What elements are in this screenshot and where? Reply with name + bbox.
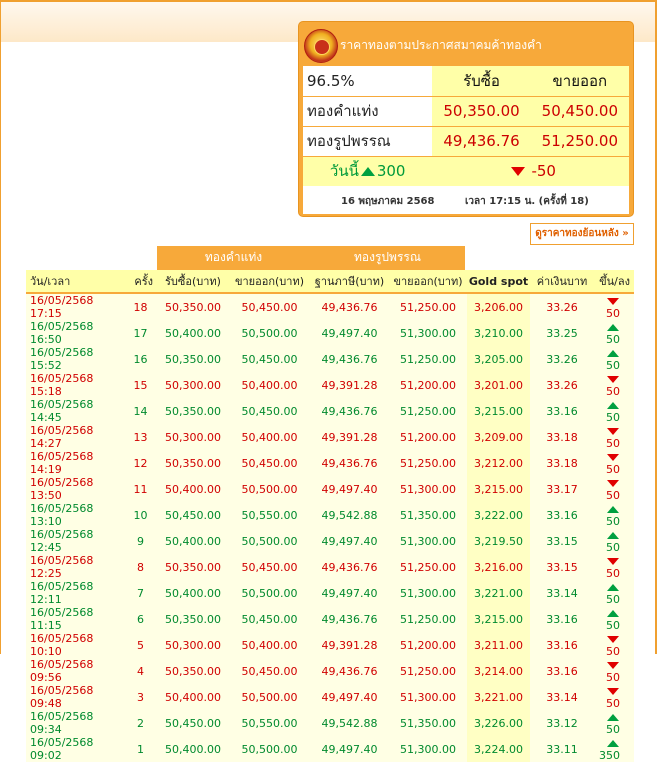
cell-date-time: 16/05/2568 12:11 (26, 580, 124, 606)
arrow-up-icon (361, 167, 375, 176)
change-value: 50 (606, 593, 620, 606)
arrow-down-icon (511, 167, 525, 176)
cell-thb-rate: 33.16 (530, 398, 594, 424)
header-ornament-sell: ขายออก(บาท) (389, 270, 467, 293)
cell-ornament-sell: 51,350.00 (389, 502, 467, 528)
price-box-header (299, 22, 633, 66)
cell-round: 8 (124, 554, 157, 580)
cell-change (594, 580, 634, 606)
cell-date-time: 16/05/2568 13:10 (26, 502, 124, 528)
cell-round: 2 (124, 710, 157, 736)
cell-bar-buy: 50,400.00 (157, 320, 229, 346)
cell-round: 5 (124, 632, 157, 658)
cell-ornament-sell: 51,200.00 (389, 372, 467, 398)
cell-ornament-sell: 51,300.00 (389, 684, 467, 710)
cell-ornament-sell: 51,300.00 (389, 476, 467, 502)
cell-bar-sell: 50,450.00 (229, 293, 310, 320)
purity-label: 96.5% (303, 66, 432, 96)
bar-gold-buy: 50,350.00 (432, 96, 530, 126)
cell-gold-spot: 3,214.00 (467, 658, 530, 684)
cell-round: 1 (124, 736, 157, 762)
cell-bar-buy: 50,350.00 (157, 293, 229, 320)
cell-round: 16 (124, 346, 157, 372)
bar-gold-sell: 50,450.00 (531, 96, 629, 126)
cell-gold-spot: 3,222.00 (467, 502, 530, 528)
cell-bar-buy: 50,350.00 (157, 554, 229, 580)
cell-ornament-sell: 51,250.00 (389, 554, 467, 580)
cell-change (594, 424, 634, 450)
change-value: 50 (606, 567, 620, 580)
header-bar-sell: ขายออก(บาท) (229, 270, 310, 293)
change-value: 50 (606, 541, 620, 554)
cell-date-time: 16/05/2568 17:15 (26, 293, 124, 320)
arrow-down-icon (607, 480, 619, 487)
cell-round: 7 (124, 580, 157, 606)
gold-association-logo-icon (304, 29, 338, 63)
cell-bar-sell: 50,450.00 (229, 658, 310, 684)
cell-ornament-sell: 51,300.00 (389, 320, 467, 346)
ornament-gold-buy: 49,436.76 (432, 126, 530, 156)
cell-change (594, 502, 634, 528)
change-value: 50 (606, 333, 620, 346)
cell-bar-sell: 50,400.00 (229, 372, 310, 398)
arrow-up-icon (607, 506, 619, 513)
cell-round: 13 (124, 424, 157, 450)
cell-ornament-sell: 51,350.00 (389, 710, 467, 736)
cell-thb-rate: 33.12 (530, 710, 594, 736)
ornament-gold-label: ทองรูปพรรณ (303, 126, 432, 156)
arrow-up-icon (607, 324, 619, 331)
arrow-down-icon (607, 376, 619, 383)
bar-gold-label: ทองคำแท่ง (303, 96, 432, 126)
cell-bar-buy: 50,400.00 (157, 736, 229, 762)
cell-gold-spot: 3,209.00 (467, 424, 530, 450)
change-value: 50 (606, 619, 620, 632)
ornament-gold-sell: 51,250.00 (531, 126, 629, 156)
cell-date-time: 16/05/2568 15:52 (26, 346, 124, 372)
arrow-down-icon (607, 636, 619, 643)
cell-ornament-sell: 51,300.00 (389, 736, 467, 762)
cell-bar-buy: 50,300.00 (157, 632, 229, 658)
change-value: 50 (606, 463, 620, 476)
cell-ornament-sell: 51,250.00 (389, 658, 467, 684)
cell-ornament-sell: 51,250.00 (389, 346, 467, 372)
history-button[interactable]: ดูราคาทองย้อนหลัง » (530, 223, 634, 245)
cell-bar-buy: 50,450.00 (157, 502, 229, 528)
cell-gold-spot: 3,206.00 (467, 293, 530, 320)
announce-time: เวลา 17:15 น. (ครั้งที่ 18) (465, 196, 589, 207)
price-box-footer (303, 186, 629, 214)
cell-bar-sell: 50,450.00 (229, 346, 310, 372)
cell-ornament-tax-base: 49,497.40 (310, 580, 389, 606)
cell-bar-buy: 50,400.00 (157, 684, 229, 710)
cell-gold-spot: 3,224.00 (467, 736, 530, 762)
arrow-down-icon (607, 688, 619, 695)
change-value: 50 (606, 385, 620, 398)
cell-date-time: 16/05/2568 14:45 (26, 398, 124, 424)
group-header-bar-gold: ทองคำแท่ง (157, 246, 310, 270)
change-value: 50 (606, 359, 620, 372)
table-row (26, 424, 634, 450)
table-row (26, 632, 634, 658)
arrow-down-icon (607, 428, 619, 435)
cell-date-time: 16/05/2568 12:25 (26, 554, 124, 580)
cell-date-time: 16/05/2568 09:02 (26, 736, 124, 762)
cell-bar-sell: 50,450.00 (229, 450, 310, 476)
table-header-row (26, 270, 634, 293)
cell-change (594, 606, 634, 632)
cell-ornament-tax-base: 49,391.28 (310, 372, 389, 398)
table-row (26, 684, 634, 710)
cell-thb-rate: 33.16 (530, 502, 594, 528)
cell-round: 17 (124, 320, 157, 346)
cell-ornament-sell: 51,200.00 (389, 424, 467, 450)
cell-bar-sell: 50,400.00 (229, 424, 310, 450)
arrow-up-icon (607, 740, 619, 747)
cell-ornament-sell: 51,250.00 (389, 606, 467, 632)
cell-bar-buy: 50,400.00 (157, 580, 229, 606)
change-value: 50 (606, 307, 620, 320)
cell-bar-sell: 50,500.00 (229, 580, 310, 606)
cell-change (594, 476, 634, 502)
table-row (26, 398, 634, 424)
cell-bar-buy: 50,350.00 (157, 450, 229, 476)
cell-gold-spot: 3,201.00 (467, 372, 530, 398)
cell-ornament-tax-base: 49,436.76 (310, 554, 389, 580)
cell-date-time: 16/05/2568 09:56 (26, 658, 124, 684)
cell-bar-buy: 50,350.00 (157, 606, 229, 632)
cell-gold-spot: 3,215.00 (467, 606, 530, 632)
current-price-box (298, 21, 634, 217)
cell-bar-buy: 50,300.00 (157, 372, 229, 398)
cell-ornament-tax-base: 49,391.28 (310, 632, 389, 658)
cell-thb-rate: 33.18 (530, 424, 594, 450)
cell-gold-spot: 3,212.00 (467, 450, 530, 476)
group-header-ornament-gold: ทองรูปพรรณ (310, 246, 465, 270)
cell-date-time: 16/05/2568 12:45 (26, 528, 124, 554)
cell-bar-buy: 50,400.00 (157, 476, 229, 502)
arrow-up-icon (607, 402, 619, 409)
cell-ornament-tax-base: 49,497.40 (310, 684, 389, 710)
cell-thb-rate: 33.14 (530, 684, 594, 710)
cell-ornament-tax-base: 49,497.40 (310, 320, 389, 346)
cell-ornament-tax-base: 49,542.88 (310, 710, 389, 736)
cell-gold-spot: 3,205.00 (467, 346, 530, 372)
change-value: 350 (599, 749, 620, 762)
table-row (26, 450, 634, 476)
cell-gold-spot: 3,211.00 (467, 632, 530, 658)
cell-bar-sell: 50,450.00 (229, 606, 310, 632)
arrow-down-icon (607, 454, 619, 461)
cell-ornament-tax-base: 49,436.76 (310, 450, 389, 476)
cell-gold-spot: 3,219.50 (467, 528, 530, 554)
cell-ornament-tax-base: 49,436.76 (310, 398, 389, 424)
table-row (26, 528, 634, 554)
cell-bar-buy: 50,400.00 (157, 528, 229, 554)
cell-thb-rate: 33.25 (530, 320, 594, 346)
cell-ornament-sell: 51,250.00 (389, 450, 467, 476)
arrow-up-icon (607, 610, 619, 617)
cell-change (594, 320, 634, 346)
cell-ornament-tax-base: 49,542.88 (310, 502, 389, 528)
change-value: 50 (606, 671, 620, 684)
change-value: 50 (606, 437, 620, 450)
table-row (26, 293, 634, 320)
cell-round: 11 (124, 476, 157, 502)
cell-round: 14 (124, 398, 157, 424)
cell-ornament-tax-base: 49,436.76 (310, 658, 389, 684)
header-bar-buy: รับซื้อ(บาท) (157, 270, 229, 293)
cell-ornament-sell: 51,300.00 (389, 580, 467, 606)
cell-gold-spot: 3,216.00 (467, 554, 530, 580)
cell-bar-buy: 50,350.00 (157, 658, 229, 684)
cell-ornament-tax-base: 49,391.28 (310, 424, 389, 450)
cell-thb-rate: 33.14 (530, 580, 594, 606)
cell-change (594, 450, 634, 476)
today-change (303, 156, 432, 186)
cell-date-time: 16/05/2568 09:34 (26, 710, 124, 736)
cell-change (594, 554, 634, 580)
cell-ornament-tax-base: 49,436.76 (310, 293, 389, 320)
today-label: วันนี้ (329, 162, 359, 180)
header-thb-rate: ค่าเงินบาท (530, 270, 594, 293)
table-row (26, 736, 634, 762)
sell-header: ขายออก (531, 66, 629, 96)
cell-date-time: 16/05/2568 10:10 (26, 632, 124, 658)
cell-round: 9 (124, 528, 157, 554)
cell-thb-rate: 33.17 (530, 476, 594, 502)
cell-change (594, 398, 634, 424)
change-value: 50 (606, 489, 620, 502)
cell-bar-sell: 50,450.00 (229, 398, 310, 424)
arrow-up-icon (607, 584, 619, 591)
table-row (26, 476, 634, 502)
cell-ornament-sell: 51,300.00 (389, 528, 467, 554)
cell-bar-sell: 50,500.00 (229, 320, 310, 346)
cell-bar-sell: 50,500.00 (229, 736, 310, 762)
cell-date-time: 16/05/2568 13:50 (26, 476, 124, 502)
table-row (26, 502, 634, 528)
header-gold-spot: Gold spot (467, 270, 530, 293)
cell-change (594, 658, 634, 684)
cell-change (594, 684, 634, 710)
cell-bar-sell: 50,550.00 (229, 710, 310, 736)
header-date-time: วัน/เวลา (26, 270, 124, 293)
last-change-value: -50 (531, 162, 556, 180)
arrow-down-icon (607, 662, 619, 669)
cell-gold-spot: 3,221.00 (467, 580, 530, 606)
cell-bar-buy: 50,350.00 (157, 346, 229, 372)
cell-bar-sell: 50,500.00 (229, 528, 310, 554)
last-change (432, 156, 629, 186)
change-value: 50 (606, 645, 620, 658)
cell-round: 6 (124, 606, 157, 632)
cell-change (594, 736, 634, 762)
table-row (26, 372, 634, 398)
cell-date-time: 16/05/2568 15:18 (26, 372, 124, 398)
arrow-down-icon (607, 558, 619, 565)
cell-round: 12 (124, 450, 157, 476)
cell-thb-rate: 33.15 (530, 554, 594, 580)
table-row (26, 554, 634, 580)
cell-date-time: 16/05/2568 14:19 (26, 450, 124, 476)
change-value: 50 (606, 723, 620, 736)
cell-thb-rate: 33.11 (530, 736, 594, 762)
table-row (26, 320, 634, 346)
cell-thb-rate: 33.18 (530, 450, 594, 476)
cell-change (594, 528, 634, 554)
cell-ornament-sell: 51,200.00 (389, 632, 467, 658)
cell-round: 4 (124, 658, 157, 684)
current-price-table (303, 66, 629, 187)
cell-ornament-sell: 51,250.00 (389, 398, 467, 424)
today-change-value: 300 (376, 162, 406, 180)
announce-date: 16 พฤษภาคม 2568 (341, 196, 435, 207)
cell-bar-buy: 50,450.00 (157, 710, 229, 736)
change-value: 50 (606, 411, 620, 424)
buy-header: รับซื้อ (432, 66, 530, 96)
change-value: 50 (606, 515, 620, 528)
cell-date-time: 16/05/2568 14:27 (26, 424, 124, 450)
cell-bar-sell: 50,400.00 (229, 632, 310, 658)
cell-change (594, 293, 634, 320)
cell-round: 15 (124, 372, 157, 398)
cell-bar-buy: 50,350.00 (157, 398, 229, 424)
cell-date-time: 16/05/2568 09:48 (26, 684, 124, 710)
cell-change (594, 710, 634, 736)
cell-gold-spot: 3,221.00 (467, 684, 530, 710)
cell-date-time: 16/05/2568 11:15 (26, 606, 124, 632)
table-row (26, 658, 634, 684)
cell-thb-rate: 33.15 (530, 528, 594, 554)
arrow-up-icon (607, 350, 619, 357)
cell-thb-rate: 33.26 (530, 293, 594, 320)
price-history-table (26, 270, 634, 762)
cell-bar-sell: 50,500.00 (229, 684, 310, 710)
cell-ornament-tax-base: 49,497.40 (310, 736, 389, 762)
table-row (26, 606, 634, 632)
cell-thb-rate: 33.16 (530, 606, 594, 632)
cell-bar-sell: 50,450.00 (229, 554, 310, 580)
cell-thb-rate: 33.16 (530, 658, 594, 684)
table-row (26, 580, 634, 606)
header-round: ครั้ง (124, 270, 157, 293)
cell-round: 18 (124, 293, 157, 320)
cell-change (594, 346, 634, 372)
cell-gold-spot: 3,210.00 (467, 320, 530, 346)
cell-ornament-tax-base: 49,436.76 (310, 606, 389, 632)
cell-ornament-tax-base: 49,497.40 (310, 528, 389, 554)
cell-round: 10 (124, 502, 157, 528)
cell-change (594, 372, 634, 398)
price-box-title: ราคาทองตามประกาศสมาคมค้าทองคำ (340, 38, 542, 52)
header-ornament-tax-base: ฐานภาษี(บาท) (310, 270, 389, 293)
header-change: ขึ้น/ลง (594, 270, 634, 293)
table-row (26, 346, 634, 372)
cell-gold-spot: 3,215.00 (467, 398, 530, 424)
cell-bar-buy: 50,300.00 (157, 424, 229, 450)
arrow-up-icon (607, 532, 619, 539)
cell-ornament-sell: 51,250.00 (389, 293, 467, 320)
cell-thb-rate: 33.26 (530, 372, 594, 398)
arrow-up-icon (607, 714, 619, 721)
cell-gold-spot: 3,215.00 (467, 476, 530, 502)
cell-gold-spot: 3,226.00 (467, 710, 530, 736)
cell-bar-sell: 50,550.00 (229, 502, 310, 528)
cell-change (594, 632, 634, 658)
table-body (26, 293, 634, 762)
cell-ornament-tax-base: 49,497.40 (310, 476, 389, 502)
arrow-down-icon (607, 298, 619, 305)
cell-thb-rate: 33.16 (530, 632, 594, 658)
cell-date-time: 16/05/2568 16:50 (26, 320, 124, 346)
cell-bar-sell: 50,500.00 (229, 476, 310, 502)
cell-round: 3 (124, 684, 157, 710)
cell-ornament-tax-base: 49,436.76 (310, 346, 389, 372)
table-row (26, 710, 634, 736)
change-value: 50 (606, 697, 620, 710)
cell-thb-rate: 33.26 (530, 346, 594, 372)
